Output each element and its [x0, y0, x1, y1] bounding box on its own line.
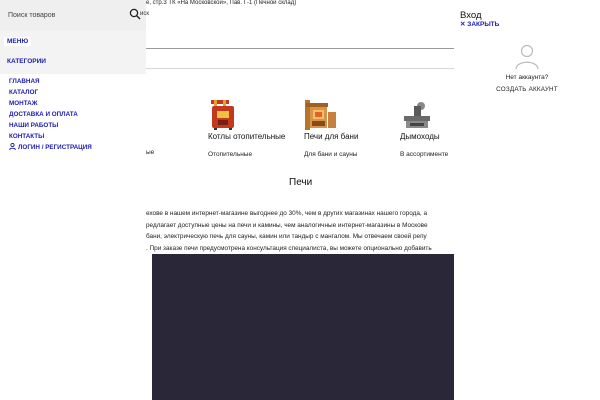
- close-button[interactable]: ✕ ЗАКРЫТЬ: [460, 21, 500, 28]
- boiler-icon: [208, 100, 242, 130]
- create-account-link[interactable]: СОЗДАТЬ АККАУНТ: [496, 86, 558, 93]
- category-boilers[interactable]: [208, 100, 298, 158]
- search-input[interactable]: [8, 9, 126, 21]
- category-title: Дымоходы: [400, 132, 440, 141]
- search-button-label[interactable]: иск: [140, 11, 149, 17]
- category-title: Котлы отопительные: [208, 132, 286, 141]
- store-address: е, стр.3 ТК «На Московской», Пав. Г-1 (Печной склад): [146, 0, 297, 6]
- login-drawer: [454, 0, 600, 400]
- nav-item-delivery[interactable]: ДОСТАВКА И ОПЛАТА: [9, 111, 78, 118]
- category-subtitle: В ассортименте: [400, 151, 449, 158]
- category-subtitle: Отопительные: [208, 151, 253, 158]
- nav-item-contacts[interactable]: КОНТАКТЫ: [9, 133, 45, 140]
- category-subtitle-partial: ые: [146, 149, 155, 156]
- mobile-menu-drawer: [0, 0, 146, 400]
- nav-item-home[interactable]: ГЛАВНАЯ: [9, 78, 40, 85]
- paragraph-line: . При заказе печи предусмотрена консультация специалиста, вы можете опционально добавить: [146, 244, 432, 252]
- tab-menu[interactable]: МЕНЮ: [4, 37, 31, 46]
- nav-item-catalog[interactable]: КАТАЛОГ: [9, 89, 39, 96]
- paragraph-line: бани, электрическую печь для сауны, камин или тандыр с мангалом. Мы отвечаем своей репу: [146, 233, 427, 240]
- paragraph-line: ехове в нашем интернет-магазине выгоднее до 30%, чем в других магазинах нашего города, а: [146, 210, 428, 217]
- nav-item-login-label: ЛОГИН / РЕГИСТРАЦИЯ: [18, 144, 92, 151]
- menu-tabs: [0, 30, 146, 74]
- header-divider: [146, 48, 454, 49]
- tab-categories[interactable]: КАТЕГОРИИ: [7, 58, 46, 65]
- header-divider-light: [146, 68, 454, 69]
- sauna-stove-icon: [304, 100, 338, 130]
- section-title: Печи: [289, 177, 313, 188]
- search-bar: [0, 0, 146, 30]
- nav-item-login[interactable]: [9, 142, 92, 153]
- category-subtitle: Для бани и сауны: [304, 151, 358, 158]
- nav-list: [9, 76, 92, 153]
- nav-item-installation[interactable]: МОНТАЖ: [9, 100, 38, 107]
- avatar-icon: [514, 43, 540, 69]
- nav-item-our-works[interactable]: НАШИ РАБОТЫ: [9, 122, 59, 129]
- chimney-icon: [400, 100, 434, 130]
- seo-paragraph: [146, 208, 454, 254]
- category-title: Печи для бани: [304, 132, 359, 141]
- user-icon: [9, 143, 16, 150]
- paragraph-line: редлагает доступные цены на печи и камины, чем аналогичные интернет-магазины в Москове: [146, 221, 428, 229]
- no-account-text: Нет аккаунта?: [505, 74, 549, 81]
- dark-banner: [152, 254, 454, 400]
- login-title: Вход: [460, 10, 482, 21]
- category-sauna-stoves[interactable]: [304, 100, 394, 158]
